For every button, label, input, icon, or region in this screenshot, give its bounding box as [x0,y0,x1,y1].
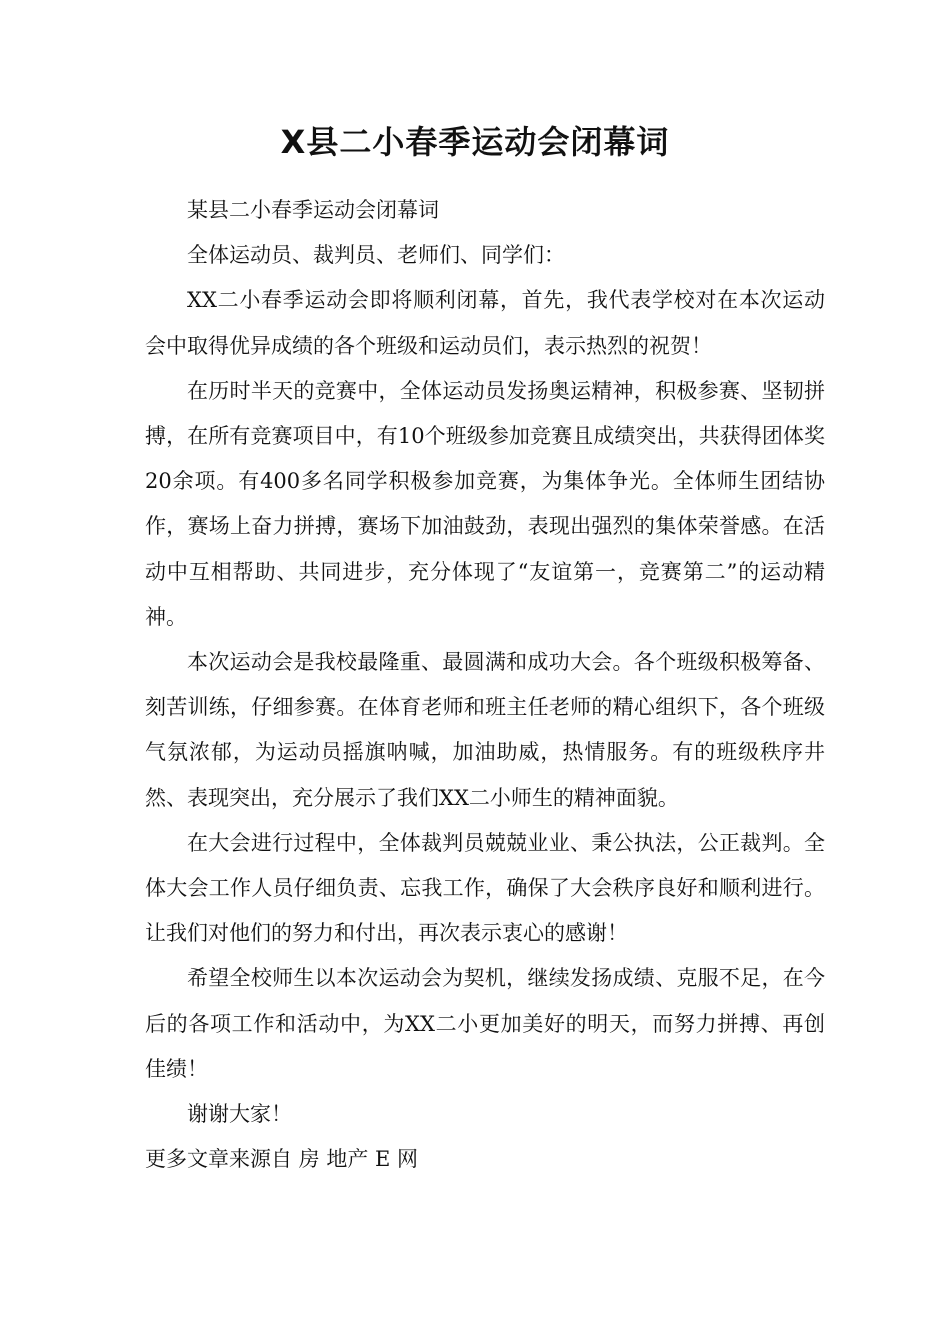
document-body [145,188,825,1182]
paragraph-classes: 本次运动会是我校最隆重、最圆满和成功大会。各个班级积极筹备、刻苦训练，仔细参赛。在体育老师和班主任老师的精心组织下，各个班级气氛浓郁，为运动员摇旗呐喊，加油助威，热情服务。有的班级秩序井然、表现突出，充分展示了我们XX二小师生的精神面貌。 [145,650,825,810]
paragraph-subtitle: 某县二小春季运动会闭幕词 [187,198,439,222]
paragraph-competition: 在历时半天的竞赛中，全体运动员发扬奥运精神，积极参赛、坚韧拼搏，在所有竞赛项目中，有10个班级参加竞赛且成绩突出，共获得团体奖20余项。有400多名同学积极参加竞赛，为集体争光。全体师生团结协作，赛场上奋力拼搏，赛场下加油鼓劲，表现出强烈的集体荣誉感。在活动中互相帮助、共同进步，充分体现了“友谊第一，竞赛第二”的运动精神。 [145,378,825,629]
paragraph-salutation: 全体运动员、裁判员、老师们、同学们： [187,243,565,268]
paragraph-hope: 希望全校师生以本次运动会为契机，继续发扬成绩、克服不足，在今后的各项工作和活动中，为XX二小更加美好的明天，而努力拼搏、再创佳绩！ [145,966,825,1081]
paragraph-thanks: 谢谢大家！ [187,1102,292,1127]
paragraph-opening: XX二小春季运动会即将顺利闭幕，首先，我代表学校对在本次运动会中取得优异成绩的各个班级和运动员们，表示热烈的祝贺！ [145,288,825,358]
footer-source: 更多文章来源自 房 地产 E 网 [145,1147,419,1172]
document-title: X县二小春季运动会闭幕词 [280,123,670,161]
paragraph-referees: 在大会进行过程中，全体裁判员兢兢业业、秉公执法，公正裁判。全体大会工作人员仔细负责、忘我工作，确保了大会秩序良好和顺利进行。让我们对他们的努力和付出，再次表示衷心的感谢！ [145,830,825,946]
